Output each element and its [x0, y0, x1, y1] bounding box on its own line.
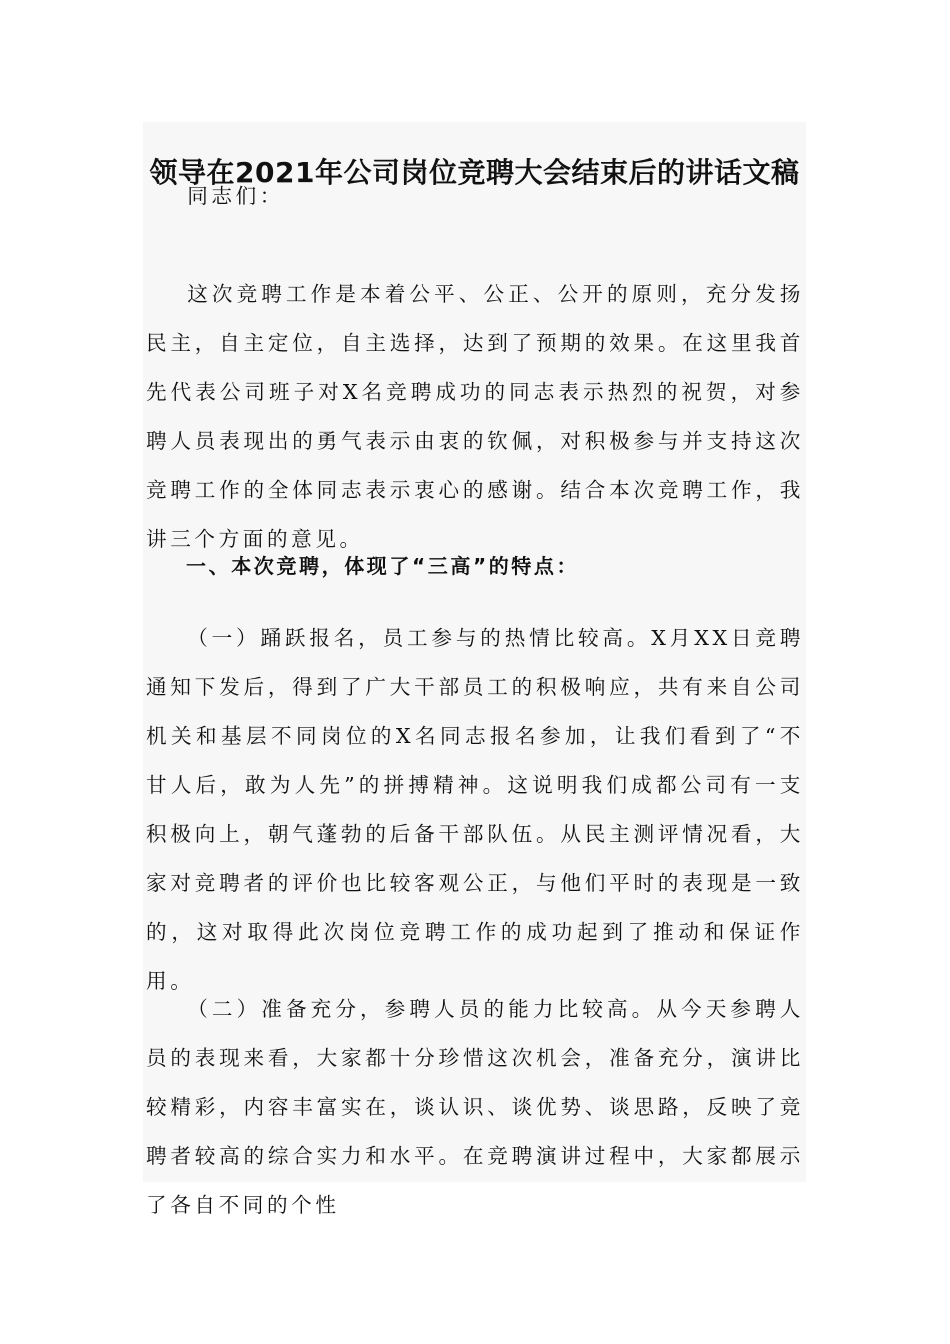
section-heading: 一、本次竞聘，体现了“三高”的特点：	[186, 554, 580, 578]
document-title: 领导在2021年公司岗位竞聘大会结束后的讲话文稿	[149, 155, 800, 189]
salutation: 同志们：	[187, 184, 284, 208]
sub-paragraph-1: （一）踊跃报名，员工参与的热情比较高。X月XX日竞聘通知下发后，得到了广大干部员工的积极响应，共有来自公司机关和基层不同岗位的X名同志报名参加，让我们看到了“不甘人后，敢为人先”的拼搏精神。这说明我们成都公司有一支积极向上，朝气蓬勃的后备干部队伍。从民主测评情况看，大家对竞聘者的评价也比较客观公正，与他们平时的表现是一致的，这对取得此次岗位竞聘工作的成功起到了推动和保证作用。	[146, 626, 804, 993]
intro-paragraph: 这次竞聘工作是本着公平、公正、公开的原则，充分发扬民主，自主定位，自主选择，达到了预期的效果。在这里我首先代表公司班子对X名竞聘成功的同志表示热烈的祝贺，对参聘人员表现出的勇气表示由衷的钦佩，对积极参与并支持这次竞聘工作的全体同志表示衷心的感谢。结合本次竞聘工作，我讲三个方面的意见。	[146, 282, 804, 551]
sub-paragraph-2: （二）准备充分，参聘人员的能力比较高。从今天参聘人员的表现来看，大家都十分珍惜这次机会，准备充分，演讲比较精彩，内容丰富实在，谈认识、谈优势、谈思路，反映了竞聘者较高的综合实力和水平。在竞聘演讲过程中，大家都展示了各自不同的个性	[146, 997, 804, 1217]
